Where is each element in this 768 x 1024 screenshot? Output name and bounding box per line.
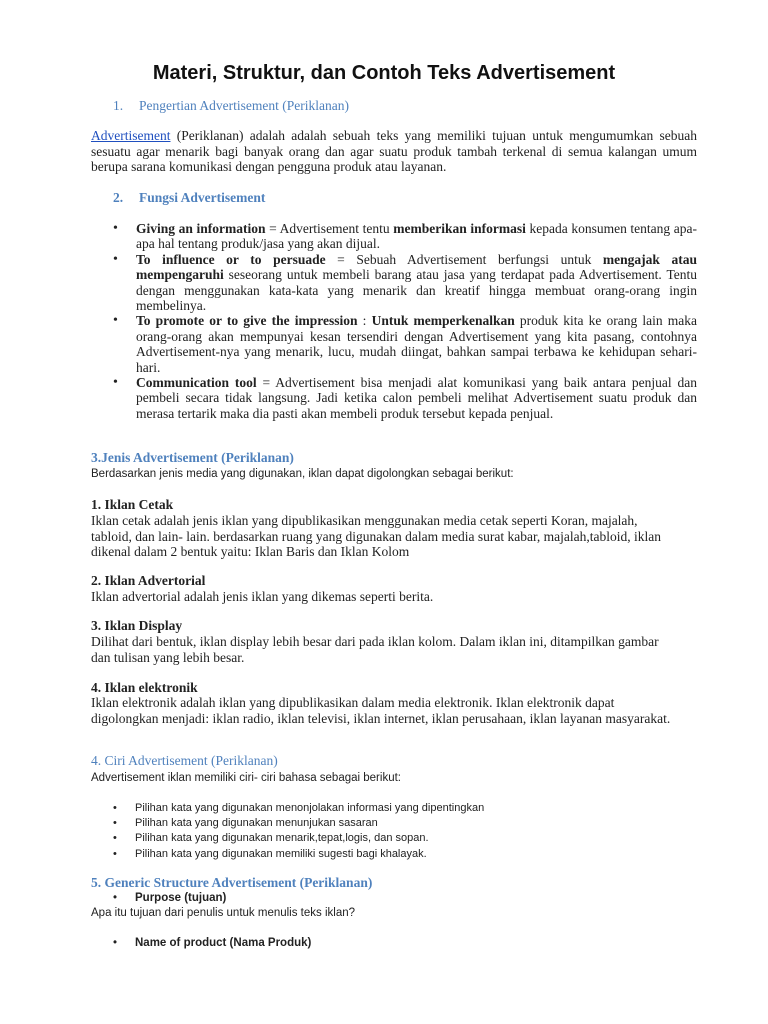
section-1-paragraph (91, 128, 697, 175)
purpose-question: Apa itu tujuan dari penulis untuk menulis teks iklan? (91, 907, 356, 919)
iklan-cetak-body: Iklan cetak adalah jenis iklan yang dipublikasikan menggunakan media cetak seperti Koran, majalah, tabloid, dan lain- lain. berdasarkan ruang yang digunakan dalam media surat kabar, majalah,tabloid, iklan dikenal dalam 2 bentuk yaitu: Iklan Baris dan Iklan Kolom (91, 513, 662, 560)
fungsi-item (91, 252, 697, 314)
iklan-advertorial-body: Iklan advertorial adalah jenis iklan yang dikemas seperti berita. (91, 589, 434, 604)
name-of-product-item (91, 937, 311, 949)
fungsi-item (91, 375, 697, 421)
fungsi-text: seseorang untuk membeli barang atau jasa yang terdapat pada Advertisement. Tentu dengan menggunakan kata-kata yang menarik dan kreatif hingga membuat orang-orang ingin membelinya. (136, 267, 697, 314)
fungsi-text: kepada konsumen tentang apa-apa hal tentang produk/jasa yang akan dijual. (136, 221, 697, 252)
fungsi-item (91, 313, 697, 375)
fungsi-emphasis: memberikan informasi (393, 221, 526, 236)
iklan-display-body: Dilihat dari bentuk, iklan display lebih besar dari pada iklan kolom. Dalam iklan ini, ditampilkan gambar dan tulisan yang lebih besar. (91, 634, 659, 665)
ciri-item: • Pilihan kata yang digunakan memiliki sugesti bagi khalayak. (91, 847, 484, 862)
iklan-advertorial-title: 2. Iklan Advertorial (91, 573, 206, 588)
ciri-item: • Pilihan kata yang digunakan menunjukan sasaran (91, 816, 484, 831)
fungsi-emphasis: mengajak atau mempengaruhi (136, 251, 697, 283)
page-title: Materi, Struktur, dan Contoh Teks Advertisement (152, 62, 616, 84)
fungsi-text: produk kita ke orang lain maka orang-orang akan mempunyai kesan tersendiri dengan Advertisement yang kita pasang, contohnya Advertisement-nya yang menarik, lucu, mudah diingat, bahkan sampai terbawa ke kehidupan sehari-hari. (136, 313, 697, 375)
section-3-heading: 3.Jenis Advertisement (Periklanan) (91, 450, 294, 465)
section-1-number: 1. (113, 98, 124, 113)
fungsi-emphasis: Untuk memperkenalkan (371, 313, 515, 329)
section-1-title: Pengertian Advertisement (Periklanan) (139, 98, 349, 113)
purpose-item (91, 892, 226, 904)
iklan-display-title: 3. Iklan Display (91, 618, 183, 633)
purpose-label: Purpose (tujuan) (135, 892, 227, 904)
fungsi-item (91, 221, 697, 252)
section-3-intro: Berdasarkan jenis media yang digunakan, iklan dapat digolongkan sebagai berikut: (91, 468, 514, 480)
fungsi-lead: To influence or to persuade (136, 251, 326, 267)
section-1-body: (Periklanan) adalah adalah sebuah teks yang memiliki tujuan untuk mengumumkan sebuah sesuatu agar menarik bagi banyak orang dan agar suatu produk tambah terkenal di semua kalangan umum berupa sarana komunikasi dengan pengguna produk atau layanan. (91, 128, 697, 175)
section-4-heading: 4. Ciri Advertisement (Periklanan) (91, 753, 278, 768)
section-5-heading: 5. Generic Structure Advertisement (Periklanan) (91, 875, 373, 890)
iklan-elektronik-title: 4. Iklan elektronik (91, 680, 198, 695)
fungsi-lead: Communication tool (136, 375, 257, 391)
bullet-icon: • (113, 892, 118, 904)
ciri-item: • Pilihan kata yang digunakan menonjolakan informasi yang dipentingkan (91, 801, 484, 816)
ciri-item: • Pilihan kata yang digunakan menarik,tepat,logis, dan sopan. (91, 831, 484, 846)
section-2-title: Fungsi Advertisement (139, 190, 266, 205)
iklan-elektronik-body: Iklan elektronik adalah iklan yang dipublikasikan dalam media elektronik. Iklan elektronik dapat digolongkan menjadi: iklan radio, iklan televisi, iklan internet, iklan perusahaan, iklan layanan masyarakat. (91, 695, 671, 726)
section-2-number: 2. (113, 190, 124, 205)
fungsi-text: = Advertisement bisa menjadi alat komunikasi yang baik antara penjual dan pembeli secara tidak langsung. Jadi ketika calon pembeli melihat Advertisement suatu produk dan merasa tertarik maka dia pasti akan membeli produk tersebut kepada penjual. (136, 375, 697, 421)
fungsi-text: : (357, 313, 372, 329)
iklan-cetak-title: 1. Iklan Cetak (91, 497, 174, 512)
fungsi-lead: To promote or to give the impression (136, 313, 358, 329)
fungsi-lead: Giving an information (136, 221, 266, 236)
section-4-intro: Advertisement iklan memiliki ciri- ciri bahasa sebagai berikut: (91, 772, 401, 784)
section-2-heading (113, 190, 265, 206)
name-of-product-label: Name of product (Nama Produk) (135, 937, 312, 949)
section-1-heading (113, 98, 349, 114)
ciri-list (91, 801, 484, 862)
advertisement-link[interactable]: Advertisement (91, 128, 171, 143)
bullet-icon: • (113, 937, 118, 949)
fungsi-list (91, 221, 697, 421)
fungsi-text: = Advertisement tentu (265, 221, 394, 236)
fungsi-text: = Sebuah Advertisement berfungsi untuk (325, 251, 603, 267)
